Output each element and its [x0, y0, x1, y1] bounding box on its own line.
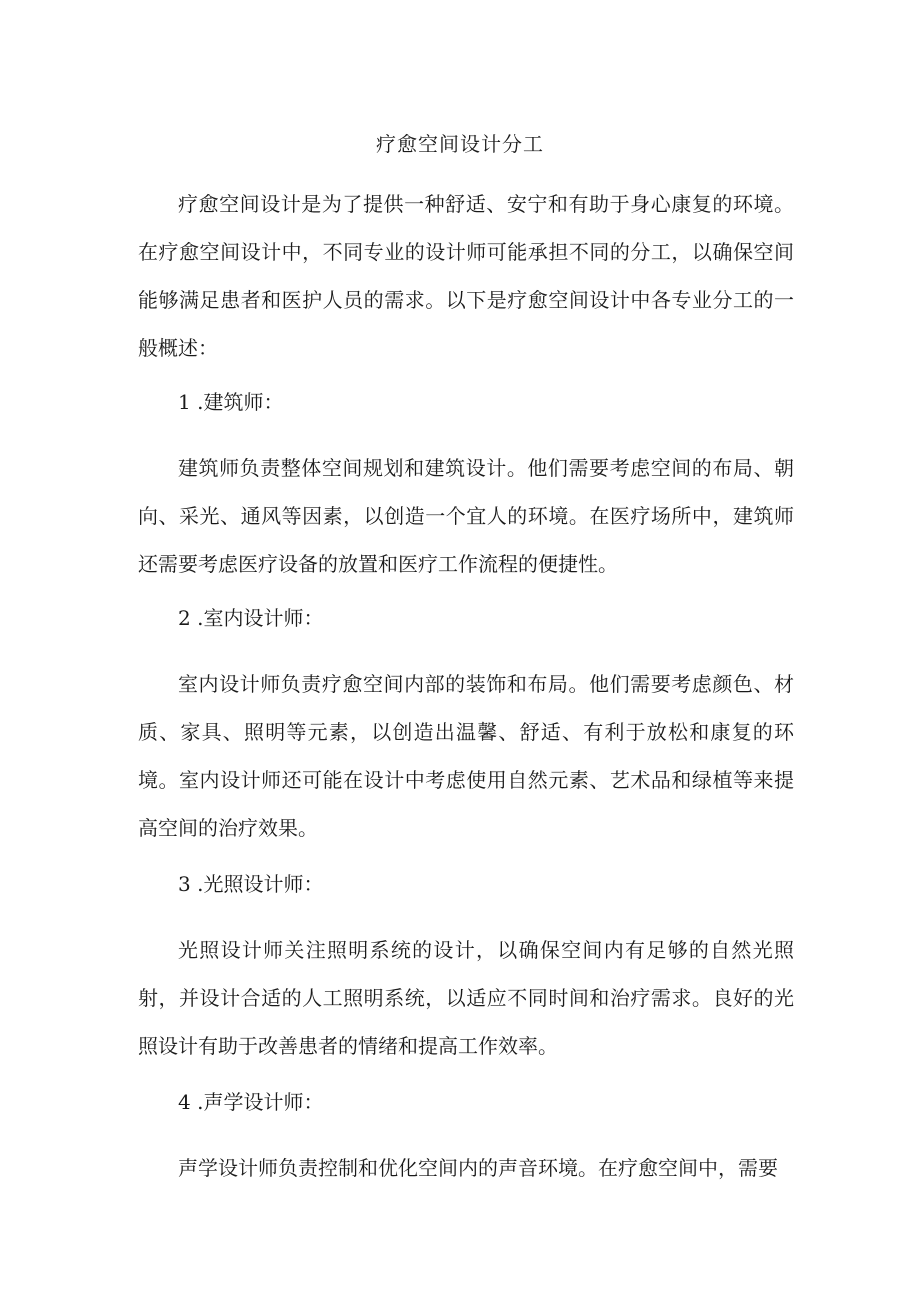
- section-body-lighting-designer: 光照设计师关注照明系统的设计，以确保空间内有足够的自然光照射，并设计合适的人工照明系统，以适应不同时间和治疗需求。良好的光照设计有助于改善患者的情绪和提高工作效率。: [138, 938, 794, 1058]
- section-body-architect: 建筑师负责整体空间规划和建筑设计。他们需要考虑空间的布局、朝向、采光、通风等因素，以创造一个宜人的环境。在医疗场所中，建筑师还需要考虑医疗设备的放置和医疗工作流程的便捷性。: [138, 456, 794, 576]
- section-heading-lighting-designer: 3 .光照设计师：: [178, 872, 324, 896]
- section-body-acoustic-designer: 声学设计师负责控制和优化空间内的声音环境。在疗愈空间中，需要: [178, 1156, 778, 1180]
- section-heading-interior-designer: 2 .室内设计师：: [178, 606, 324, 630]
- page-title: 疗愈空间设计分工: [376, 132, 544, 156]
- intro-paragraph: 疗愈空间设计是为了提供一种舒适、安宁和有助于身心康复的环境。在疗愈空间设计中，不同专业的设计师可能承担不同的分工，以确保空间能够满足患者和医护人员的需求。以下是疗愈空间设计中各专业分工的一般概述：: [138, 192, 794, 360]
- section-body-interior-designer: 室内设计师负责疗愈空间内部的装饰和布局。他们需要考虑颜色、材质、家具、照明等元素，以创造出温馨、舒适、有利于放松和康复的环境。室内设计师还可能在设计中考虑使用自然元素、艺术品和绿植等来提高空间的治疗效果。: [138, 672, 794, 840]
- section-heading-architect: 1 .建筑师：: [178, 390, 284, 414]
- section-heading-acoustic-designer: 4 .声学设计师：: [178, 1090, 324, 1114]
